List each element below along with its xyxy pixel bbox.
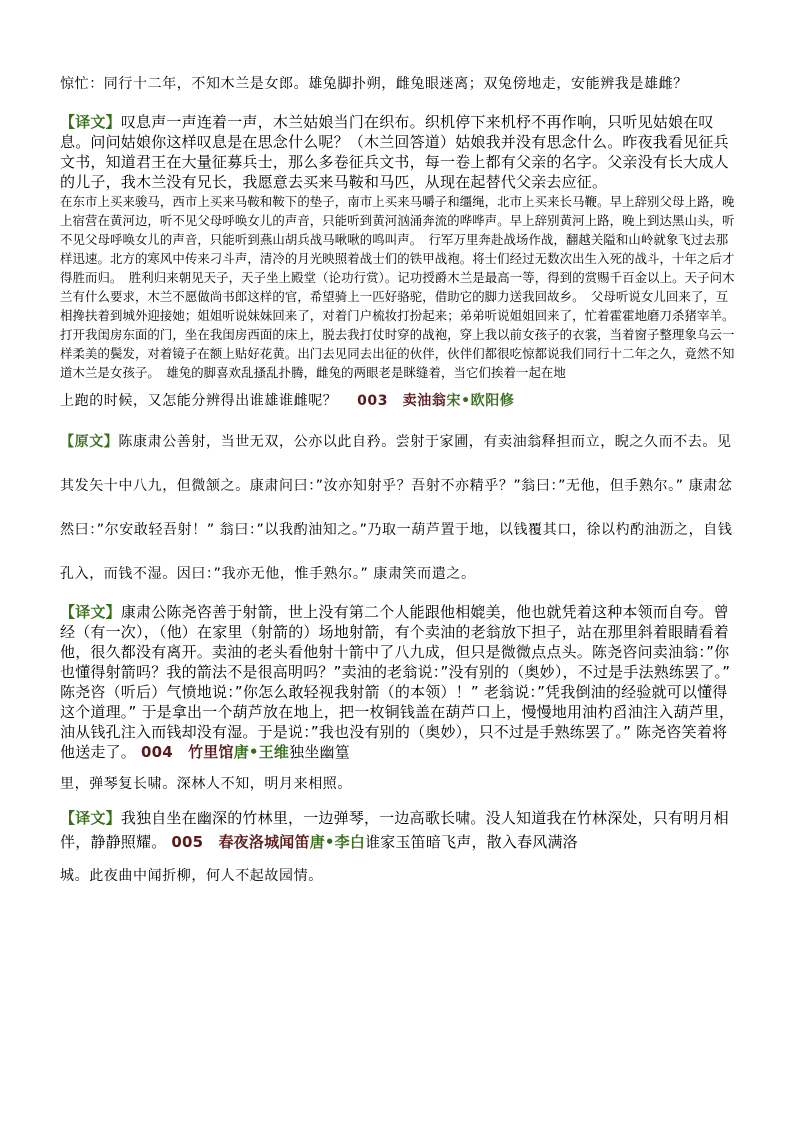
original-oil-seller-paragraph — [60, 420, 738, 596]
section-004-poem-text: 里，弹琴复长啸。深林人不知，明月来相照。 — [60, 776, 352, 792]
section-005-author: 唐•李白 — [309, 833, 366, 851]
translation-tag: 【译文】 — [60, 113, 121, 131]
section-005-heading: 005 春夜洛城闻笛 — [171, 833, 310, 851]
poem-ending-text: 惊忙：同行十二年，不知木兰是女郎。雄兔脚扑朔，雌兔眼迷离；双兔傍地走，安能辨我是雄雌？ — [60, 76, 688, 92]
section-004-heading: 004 竹里馆 — [140, 743, 234, 761]
translation-mulan-text: 叹息声一声连着一声，木兰姑娘当门在织布。织机停下来机杼不再作响，只听见姑娘在叹息。问问姑娘你这样叹息是在思念什么呢？（木兰回答道）姑娘我并没有思念什么。昨夜我看见征兵文书，知道君王在大量征募兵士，那么多卷征兵文书，每一卷上都有父亲的名字。父亲没有长大成人的儿子，我木兰没有兄长，我愿意去买来马鞍和马匹，从现在起替代父亲去应征。 — [60, 113, 729, 191]
section-005-poem-continued — [60, 854, 738, 898]
translation-oil-seller-paragraph — [60, 602, 738, 762]
section-004-author: 唐•王维 — [233, 743, 290, 761]
section-003-author: 宋•欧阳修 — [446, 393, 515, 409]
translation-mulan-paragraph — [60, 112, 738, 192]
section-004-poem-start: 独坐幽篁 — [289, 743, 350, 761]
translation-mulan-continued — [60, 192, 738, 382]
original-oil-seller-text: 陈康肃公善射，当世无双，公亦以此自矜。尝射于家圃，有卖油翁释担而立，睨之久而不去。见其发矢十中八九，但微颔之。康肃问曰：”汝亦知射乎？吾射不亦精乎？”翁曰：”无他，但手熟尔。” 康肃忿然曰：”尔安敢轻吾射！” 翁曰：”以我酌油知之。”乃取一葫芦置于地，以钱覆其口，徐以杓酌油沥之，自钱孔入，而钱不湿。因曰：”我亦无他，惟手熟尔。” 康肃笑而遣之。 — [60, 434, 733, 582]
translation-tag: 【译文】 — [60, 603, 121, 621]
translation-tag: 【译文】 — [60, 809, 121, 827]
document-page — [60, 62, 738, 898]
section-005-poem-text: 城。此夜曲中闻折柳，何人不起故园情。 — [60, 868, 323, 884]
section-003-heading: 003 卖油翁 — [357, 393, 447, 409]
original-tag: 【原文】 — [60, 434, 119, 450]
section-003-line — [60, 382, 738, 420]
mulan-final-line: 上跑的时候，又怎能分辨得出谁雄谁雌呢？ — [60, 393, 338, 409]
translation-mulan-continued-text: 在东市上买来骏马，西市上买来马鞍和鞍下的垫子，南市上买来马嚼子和缰绳，北市上买来长马鞭。早上辞别父母上路，晚上宿营在黄河边，听不见父母呼唤女儿的声音，只能听到黄河汹涌奔流的哗哗声。早上辞别黄河上路，晚上到达黑山头，听不见父母呼唤女儿的声音，只能听到燕山胡兵战马啾啾的鸣叫声。 行军万里奔赴战场作战，翻越关隘和山岭就象飞过去那样迅速。北方的寒风中传来刁斗声，清冷的月光映照着战士们的铁甲战袍。将士们经过无数次出生入死的战斗，十年之后才得胜而归。 胜利归来朝见天子，天子坐上殿堂（论功行赏）。记功授爵木兰是最高一等，得到的赏赐千百金以上。天子问木兰有什么要求，木兰不愿做尚书郎这样的官，希望骑上一匹好骆驼，借助它的脚力送我回故乡。 父母听说女儿回来了，互相搀扶着到城外迎接她；姐姐听说妹妹回来了，对着门户梳妆打扮起来；弟弟听说姐姐回来了，忙着霍霍地磨刀杀猪宰羊。打开我闺房东面的门，坐在我闺房西面的床上，脱去我打仗时穿的战袍，穿上我以前女孩子的衣裳，当着窗子整理象乌云一样柔美的鬓发，对着镜子在额上贴好花黄。出门去见同去出征的伙伴，伙伴们都很吃惊都说我们同行十二年之久，竟然不知道木兰是女孩子。 雄兔的脚喜欢乱搔乱扑腾，雌兔的两眼老是眯缝着，当它们挨着一起在地 — [60, 194, 735, 380]
poem-ending-paragraph — [60, 62, 738, 106]
translation-bamboo-paragraph — [60, 806, 738, 854]
translation-bamboo-text: 我独自坐在幽深的竹林里，一边弹琴，一边高歌长啸。没人知道我在竹林深处，只有明月相伴，静静照耀。 — [60, 809, 729, 851]
section-005-poem-start: 谁家玉笛暗飞声，散入春风满洛 — [365, 833, 578, 851]
section-004-poem-continued — [60, 762, 738, 806]
translation-oil-seller-text: 康肃公陈尧咨善于射箭，世上没有第二个人能跟他相媲美，他也就凭着这种本领而自夸。曾经（有一次），（他）在家里（射箭的）场地射箭，有个卖油的老翁放下担子，站在那里斜着眼睛看着他，很久都没有离开。卖油的老头看他射十箭中了八九成，但只是微微点点头。陈尧咨问卖油翁：”你也懂得射箭吗？我的箭法不是很高明吗？”卖油的老翁说：”没有别的（奥妙），不过是手法熟练罢了。” 陈尧咨（听后）气愤地说：”你怎么敢轻视我射箭（的本领）！” 老翁说：”凭我倒油的经验就可以懂得这个道理。” 于是拿出一个葫芦放在地上，把一枚铜钱盖在葫芦口上，慢慢地用油杓舀油注入葫芦里，油从钱孔注入而钱却没有湿。于是说：”我也没有别的（奥妙），只不过是手熟练罢了。” 陈尧咨笑着将他送走了。 — [60, 603, 735, 761]
